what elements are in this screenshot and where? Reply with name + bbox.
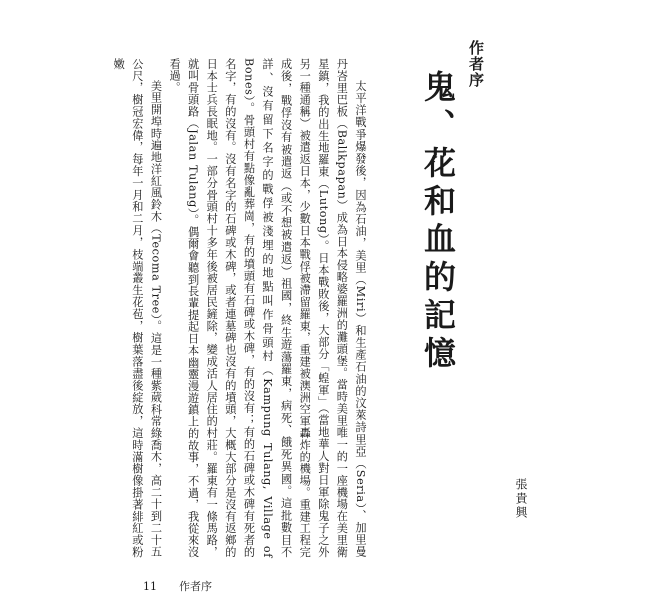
body-text [109,58,369,558]
page-footer [143,578,212,594]
page-title: 鬼、花和血的記憶 [419,70,457,374]
author-name: 張貴興 [514,478,528,520]
page-number: 11 [143,580,157,593]
paragraph-2: 美里開埠時遍地洋紅風鈴木（Tecoma Tree）。這是一種紫葳科常綠喬木，高二十到二十五公尺，樹冠宏偉，每年一月和二月，枝端叢生花苞，樹葉落盡後綻放，這時滿樹像掛著緋紅或粉嫩 [112,58,163,558]
paragraph-1: 太平洋戰爭爆發後，因為石油，美里（Miri）和生產石油的汶萊詩里亞（Seria）、加里曼丹峇里巴板（Balikpapan）成為日本侵略婆羅洲的灘頭堡。當時美里唯一的一座機場在美里衛星鎮，我的出生地羅東（Lutong）。日本戰敗後，大部分「蝗軍」（當地華人對日軍除鬼子之外另一種通稱）被遣返日本，少數日本戰俘被滯留羅東，重建被澳洲空軍轟炸的機場。重建工程完成後，戰俘沒有被遣返（或不想被遣返）祖國，終生遊蕩羅東，病死、餓死異國。這批數目不詳、沒有留下名字的戰俘被淺埋的地點叫作骨頭村（Kampung Tulang, Village of Bones）。骨頭村有點像亂葬崗，有的墳頭有石碑或木碑，有的沒有；有的石碑或木碑有死者的名字，有的沒有。沒有名字的石碑或木碑，或者連墓碑也沒有的墳頭，大概大部分是沒有返鄉的日本士兵長眠地。一部分骨頭村十多年後被居民鏟除，變成活人居住的村莊。羅東有一條馬路，就叫骨頭路（Jalan Tulang）。偶爾會聽到長輩提起日本幽靈漫遊鎮上的故事，不過，我從來沒看過。 [168,58,367,558]
running-head: 作者序 [179,580,212,593]
section-label: 作者序 [467,40,485,88]
